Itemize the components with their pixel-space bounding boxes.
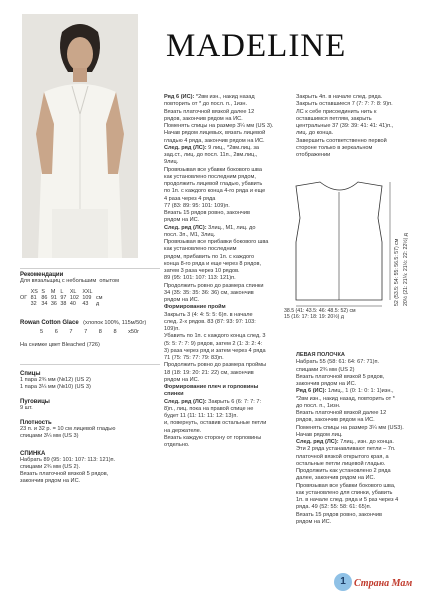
text-line [164, 391, 292, 398]
pattern-title: MADELINE [166, 28, 347, 64]
text-line [164, 217, 292, 224]
bold-label: След. ряд (ЛС): [164, 144, 209, 151]
line-text: *2вм изн., накид назад [195, 94, 255, 100]
text-line [164, 370, 292, 377]
back-line: Набрать 89 (95: 101: 107: 113: 121)п. [20, 456, 116, 463]
text-line: стороне только в зеркальном [296, 144, 373, 151]
line-text: Закрыть 3 (4: 4: 5: 5: 6)п. в начале [164, 311, 253, 318]
size-cell: XXL [82, 289, 93, 296]
text-line: Закрыть оставшиеся 7 (7: 7: 7: 8: 9)п. [296, 101, 393, 108]
line-text: Продолжить ровно до размера проймы [164, 362, 267, 369]
text-line [164, 130, 292, 137]
model-photo-illustration [22, 14, 138, 258]
recommendations-heading: Рекомендации [20, 272, 64, 278]
width-dimension-label-in: 15 (16: 17: 18: 19: 20½) д [284, 314, 344, 320]
line-text: Продолжить ровно до размера спинки [164, 282, 264, 289]
bold-label: След. ряд (ЛС): [164, 224, 209, 231]
line-text: Вязать платочной вязкой далее 12 [164, 108, 255, 115]
line-text: 8)п., лиц. пока на правой спице не [164, 405, 254, 412]
model-photo [22, 14, 138, 258]
needles-heading: Спицы [20, 370, 41, 377]
text-line [164, 232, 292, 239]
buttons-heading: Пуговицы [20, 399, 50, 406]
line-text: след. 2-х рядов. 83 (87: 93: 97: 103: [164, 318, 256, 325]
text-line [164, 275, 292, 282]
text-line [296, 504, 426, 511]
text-line [164, 145, 292, 152]
size-cell: 40 [69, 301, 76, 308]
text-line: лиц. до конца. [296, 130, 334, 137]
line-text: 18 (18: 19: 20: 21: 22) см, закончив [164, 369, 254, 376]
line-text: посл. 3п., М1, 3лиц. [164, 231, 216, 238]
line-text: Вязать 15 рядов ровно, закончив [296, 511, 382, 518]
size-cell: 38 [60, 301, 67, 308]
text-line [296, 381, 426, 388]
text-line [164, 290, 292, 297]
size-cell: 86 [41, 295, 48, 302]
text-line [296, 446, 426, 453]
back-heading: СПИНКА [20, 450, 46, 457]
line-text: Вязать 15 рядов ровно, закончив [164, 210, 250, 216]
line-text: затем 3 раза через 10 рядов. [164, 268, 240, 274]
line-text: рядом на ИС. [296, 518, 332, 525]
line-text: остальные петли лицевой гладью. [296, 460, 386, 467]
instructions-column-middle [164, 94, 292, 449]
line-text: зад.ст., лиц. до посл. 11п., 2вм.лиц., [164, 152, 258, 158]
bold-label: След. ряд (ЛС): [164, 398, 209, 405]
size-cell: 36 [50, 301, 57, 308]
line-text: Убавить по 1п. с каждого конца след. 3 [164, 333, 266, 340]
bold-label: ЛЕВАЯ ПОЛОЧКА [296, 352, 345, 358]
text-line [164, 341, 292, 348]
density-heading: Плотность [20, 420, 52, 427]
text-line [164, 181, 292, 188]
text-line [164, 413, 292, 420]
line-text: 77 (83: 89: 95: 101: 109)п. [164, 202, 230, 209]
line-text: конца 8-го ряда и еще через 8 рядов, [164, 260, 262, 267]
sizes-table [20, 289, 106, 307]
line-text: рядов, закончив рядом на ИС. [296, 417, 375, 424]
text-line [296, 432, 426, 439]
text-line [164, 196, 292, 203]
text-line [296, 374, 426, 381]
line-text: Вязать платочной вязкой 5 рядов, [296, 373, 385, 380]
text-line [164, 159, 292, 166]
instructions-column-right-top [296, 94, 424, 159]
size-cell: 81 [30, 295, 37, 302]
text-line [164, 138, 292, 145]
text-line [164, 254, 292, 261]
text-line [296, 475, 426, 482]
size-cell: 32 [30, 301, 37, 308]
text-line [164, 435, 292, 442]
line-text: Начав рядом лицевых, вязать лицевой [164, 130, 266, 137]
line-text: отдельно. [164, 442, 190, 448]
photo-note: На снимке цвет Bleached (726) [20, 342, 100, 349]
line-text: 1лиц., 1 (0: 1: 0: 1: 1)изн., [327, 388, 394, 395]
size-cell: XL [69, 289, 77, 296]
size-cell: 97 [60, 295, 67, 302]
line-text: ряда. 49 (52: 55: 58: 61: 65)п. [296, 504, 372, 511]
bold-label: спинки [164, 391, 184, 398]
line-text: 9лиц. [164, 159, 179, 166]
text-line [164, 174, 292, 181]
height-dimension-label-in: 20½ (21: 21¼: 21½: 22: 22½) д [403, 233, 409, 306]
line-text: Начав рядом лиц. [296, 431, 343, 438]
size-cell: 91 [50, 295, 57, 302]
text-line [164, 428, 292, 435]
text-line [164, 152, 292, 159]
back-line: спицами 2¾ мм (US 2). [20, 463, 81, 470]
text-line [164, 94, 292, 101]
chest-in-row [20, 301, 106, 307]
text-line [164, 261, 292, 268]
text-line [164, 116, 292, 123]
text-line [164, 312, 292, 319]
text-line [164, 188, 292, 195]
text-line [164, 101, 292, 108]
text-line [296, 439, 426, 446]
line-text: рядов, закончив рядом на ИС. [164, 115, 243, 122]
size-cell: 34 [41, 301, 48, 308]
text-line [164, 239, 292, 246]
text-line [296, 497, 426, 504]
brand-watermark: Страна Мам [354, 578, 413, 589]
size-cell: XS [30, 289, 38, 296]
text-line [164, 333, 292, 340]
text-line [164, 203, 292, 210]
line-text: повторить от * до посл. п., 1изн. [164, 101, 248, 108]
bold-label: Формирование плеч и горловины [164, 384, 259, 390]
line-text: будет 11 (11: 11: 11: 12: 13)п. [164, 413, 238, 419]
line-text: Набрать 55 (58: 61: 64: 67: 71)п. [296, 359, 380, 366]
left-column [20, 268, 160, 485]
text-line [296, 367, 426, 374]
text-line: ЛС к себе присоединить нить к [296, 108, 377, 115]
size-cell: 109 [82, 295, 92, 302]
buttons-text: 9 шт. [20, 405, 33, 412]
size-cell: см [96, 295, 103, 302]
yarn-counts: 5 6 7 7 8 8 х50г [40, 329, 140, 336]
text-line [296, 417, 426, 424]
text-line [164, 246, 292, 253]
recommendations-text: Для вязальщиц с небольшим опытом [20, 278, 119, 284]
text-line: отображении [296, 152, 331, 158]
line-text: закончив рядом на ИС. [296, 381, 357, 387]
back-line: закончив рядом на ИС. [20, 478, 81, 485]
line-text: далее, закончив рядом на ИС. [296, 475, 376, 482]
line-text: до посл. п., 1изн. [296, 402, 341, 409]
size-cell: 43 [82, 301, 89, 308]
text-line [296, 359, 426, 366]
needles-line: 1 пара 3¼ мм (№10) (US 3) [20, 383, 91, 390]
text-line [296, 490, 426, 497]
yarn-line [20, 311, 160, 329]
text-line [296, 461, 426, 468]
text-line [296, 403, 426, 410]
line-text: Поменять спицы на размер 3¼ мм (US3). [296, 424, 404, 431]
divider [20, 268, 160, 269]
height-dimension-label: 52 (53.5: 54: 55: 56.5: 57) см [394, 238, 400, 306]
line-text: Провязывая все прибавки бокового шва [164, 239, 269, 245]
text-line [296, 388, 426, 395]
text-line [164, 304, 292, 311]
density-line: 23 п. и 32 р. = 10 см лицевой гладью [20, 426, 116, 433]
text-line [296, 454, 426, 461]
line-text: Провязывая все убавки бокового шва [164, 166, 262, 173]
back-line: Вязать платочной вязкой 5 рядов, [20, 471, 109, 478]
yarn-heading: Rowan Cotton Glace [20, 320, 79, 327]
text-line [164, 326, 292, 333]
text-line [296, 519, 426, 526]
line-text: 3лиц., М1, лиц. до [208, 224, 256, 231]
line-text: 109)п. [164, 326, 180, 332]
text-line [164, 167, 292, 174]
line-text: платочной вязкой открытого края, а [296, 453, 389, 460]
text-line: оставшимся петлям, закрыть [296, 115, 372, 122]
line-text: *2вм изн., накид назад, повторить от * [296, 395, 395, 402]
line-text: Вязать платочной вязкой далее 12 [296, 410, 387, 416]
divider [20, 364, 160, 365]
line-text: 71 (75: 75: 77: 79: 83)п. [164, 355, 224, 361]
text-line: Завершить соответственно первой [296, 137, 387, 144]
size-cell: д [96, 301, 100, 308]
text-line [164, 399, 292, 406]
line-text: рядом на ИС. [164, 376, 200, 383]
instructions-column-right-bottom [296, 352, 426, 526]
line-text: как установлено последним рядом, [164, 173, 256, 180]
line-text: и, повернуть, оставив остальные петли [164, 420, 267, 427]
row-label: ОГ [20, 295, 28, 302]
text-line [296, 396, 426, 403]
line-text: рядом на ИС. [164, 297, 200, 303]
text-line [164, 268, 292, 275]
text-line [296, 468, 426, 475]
text-line: Закрыть 4п. в начале след. ряда. [296, 94, 383, 100]
line-text: Вязать каждую сторону от горловины [164, 434, 262, 441]
bold-label: Ряд 6 (ИС): [296, 388, 328, 395]
text-line [296, 352, 426, 359]
bold-label: Формирование пройм [164, 304, 226, 311]
line-text: 9 лиц., *2вм.лиц. за [208, 144, 260, 151]
size-cell: L [60, 289, 64, 296]
bold-label: След. ряд (ЛС): [296, 439, 341, 445]
density-line: спицами 3¼ мм (US 3) [20, 433, 79, 440]
line-text: 89 (95: 101: 107: 113: 121)п. [164, 275, 236, 282]
text-line [296, 425, 426, 432]
text-line [296, 512, 426, 519]
needles-line: 1 пара 2¾ мм (№12) (US 2) [20, 376, 91, 383]
line-text: как установлено для спинки, убавить [296, 489, 393, 496]
text-line [164, 283, 292, 290]
line-text: как установлено последним [164, 246, 237, 253]
line-text: рядом на ИС. [164, 217, 200, 224]
line-text: 34 (35: 35: 35: 36: 36) см, закончив [164, 289, 254, 296]
text-line [164, 109, 292, 116]
text-line [164, 210, 292, 217]
text-line [296, 410, 426, 417]
line-text: гладью 4 ряда, закончив рядом на ИС. [164, 137, 265, 144]
text-line [164, 225, 292, 232]
line-text: продолжить лицевой гладью, убавить [164, 181, 263, 187]
line-text: Продолжить как установлено 2 ряда [296, 468, 391, 474]
line-text: Эти 2 ряда устанавливают петли – 7п. [296, 446, 396, 453]
text-line [164, 377, 292, 384]
line-text: 1п. в начале след. ряда и 5 раз через 4 [296, 497, 399, 503]
line-text: 3) раза через ряд и затем через 4 ряда [164, 347, 266, 354]
text-line [164, 348, 292, 355]
line-text: Поменять спицы на размер 3¼ мм (US 3). [164, 123, 274, 129]
size-cell: S [41, 289, 45, 296]
width-dimension-label: 38.5 (41: 43.5: 46: 48.5: 52) см [284, 308, 356, 314]
garment-schematic [282, 178, 428, 318]
size-cell: 102 [69, 295, 79, 302]
page-number: 1 [334, 573, 352, 591]
text-line [296, 483, 426, 490]
bold-label: Ряд 6 (ИС): [164, 94, 196, 100]
text-line: центральные 37 (39: 39: 41: 41: 41)п., [296, 123, 394, 129]
line-text: рядом, прибавить по 1п. с каждого [164, 253, 255, 260]
text-line [164, 420, 292, 427]
text-line [164, 319, 292, 326]
yarn-text: (хлопок 100%, 115м/50г) [83, 320, 147, 327]
line-text: Закрыть 6 (6: 7: 7: 7: [208, 398, 262, 405]
text-line [164, 362, 292, 369]
text-line [164, 384, 292, 391]
line-text: 7лиц., изн. до конца. [340, 439, 394, 445]
line-text: по 1п. с каждого конца 4-го ряда и еще [164, 188, 266, 195]
size-cell: M [50, 289, 56, 296]
line-text: спицами 2¾ мм (US 2) [296, 366, 355, 373]
text-line [164, 442, 292, 449]
line-text: (5: 5: 7: 7: 9) рядов, затем 2 (1: 3: 2: 4: [164, 340, 263, 347]
line-text: 4 раза через 4 ряда [164, 195, 216, 202]
line-text: на держателе. [164, 427, 202, 434]
text-line [164, 406, 292, 413]
line-text: Провязывая все убавки бокового шва, [296, 482, 396, 489]
